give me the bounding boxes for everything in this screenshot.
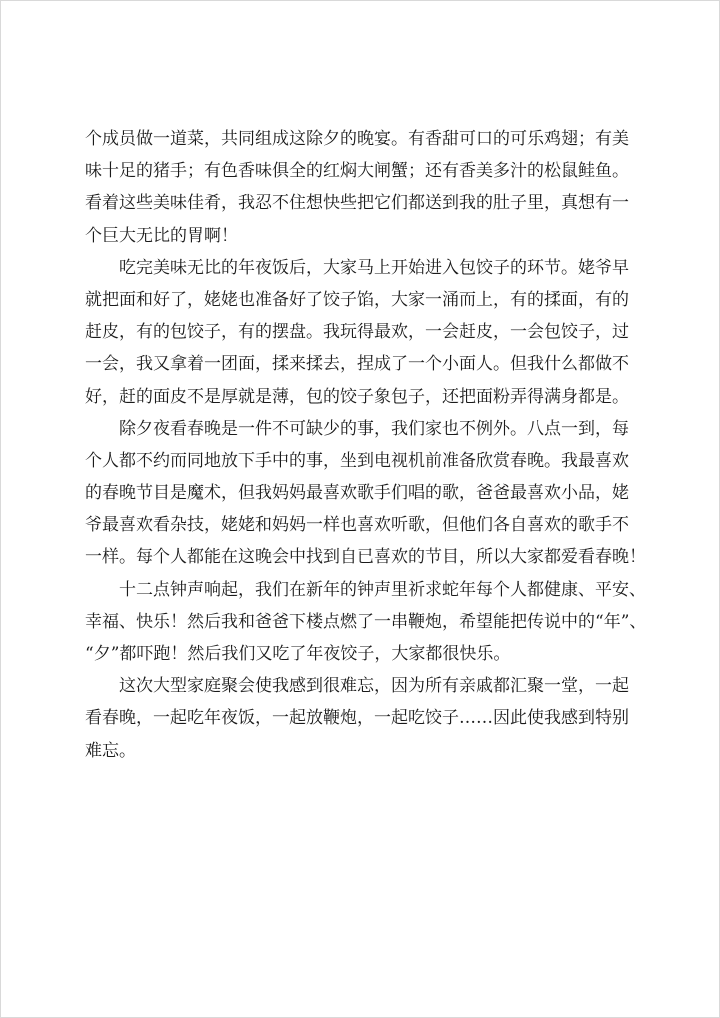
text-line: “夕”都吓跑！然后我们又吃了年夜饺子，大家都很快乐。 (85, 644, 511, 664)
text-line: 吃完美味无比的年夜饭后，大家马上开始进入包饺子的环节。姥爷早 (85, 257, 629, 278)
text-line: 十二点钟声响起，我们在新年的钟声里祈求蛇年每个人都健康、平安、 (85, 579, 646, 600)
paragraph-1 (85, 123, 635, 252)
document-body (85, 123, 647, 767)
text-line: 幸福、快乐！然后我和爸爸下楼点燃了一串鞭炮，希望能把传说中的“年”、 (85, 611, 647, 632)
text-line: 除夕夜看春晚是一件不可缺少的事，我们家也不例外。八点一到，每 (85, 418, 629, 439)
text-line: 好，赶的面皮不是厚就是薄，包的饺子象包子，还把面粉弄得满身都是。 (85, 386, 629, 407)
text-line: 这次大型家庭聚会使我感到很难忘，因为所有亲戚都汇聚一堂，一起 (85, 676, 629, 697)
text-line: 的春晚节目是魔术，但我妈妈最喜欢歌手们唱的歌，爸爸最喜欢小品，姥 (85, 483, 629, 504)
text-line: 一会，我又拿着一团面，揉来揉去，捏成了一个小面人。但我什么都做不 (85, 354, 629, 375)
text-line: 一样。每个人都能在这晚会中找到自已喜欢的节目，所以大家都爱看春晚！ (85, 547, 646, 568)
text-line: 爷最喜欢看杂技，姥姥和妈妈一样也喜欢听歌，但他们各自喜欢的歌手不 (85, 515, 629, 536)
paragraph-3 (85, 413, 646, 574)
text-line: 看着这些美味佳肴，我忍不住想快些把它们都送到我的肚子里，真想有一 (85, 193, 629, 214)
paragraph-4 (85, 574, 647, 671)
text-line: 难忘。 (85, 740, 136, 761)
text-line: 看春晚，一起吃年夜饭，一起放鞭炮，一起吃饺子……因此使我感到特别 (85, 708, 629, 729)
text-line: 赶皮，有的包饺子，有的摆盘。我玩得最欢，一会赶皮，一会包饺子，过 (85, 322, 629, 343)
text-line: 个巨大无比的胃啊！ (85, 225, 238, 246)
text-line: 个成员做一道菜，共同组成这除夕的晚宴。有香甜可口的可乐鸡翅；有美 (85, 129, 629, 149)
text-line: 就把面和好了，姥姥也准备好了饺子馅，大家一涌而上，有的揉面，有的 (85, 289, 629, 310)
text-line: 个人都不约而同地放下手中的事，坐到电视机前准备欣赏春晚。我最喜欢 (85, 450, 629, 471)
paragraph-2 (85, 252, 635, 413)
text-line: 味十足的猪手；有色香味俱全的红焖大闸蟹；还有香美多汁的松鼠鲑鱼。 (85, 161, 629, 182)
paragraph-5 (85, 670, 635, 767)
